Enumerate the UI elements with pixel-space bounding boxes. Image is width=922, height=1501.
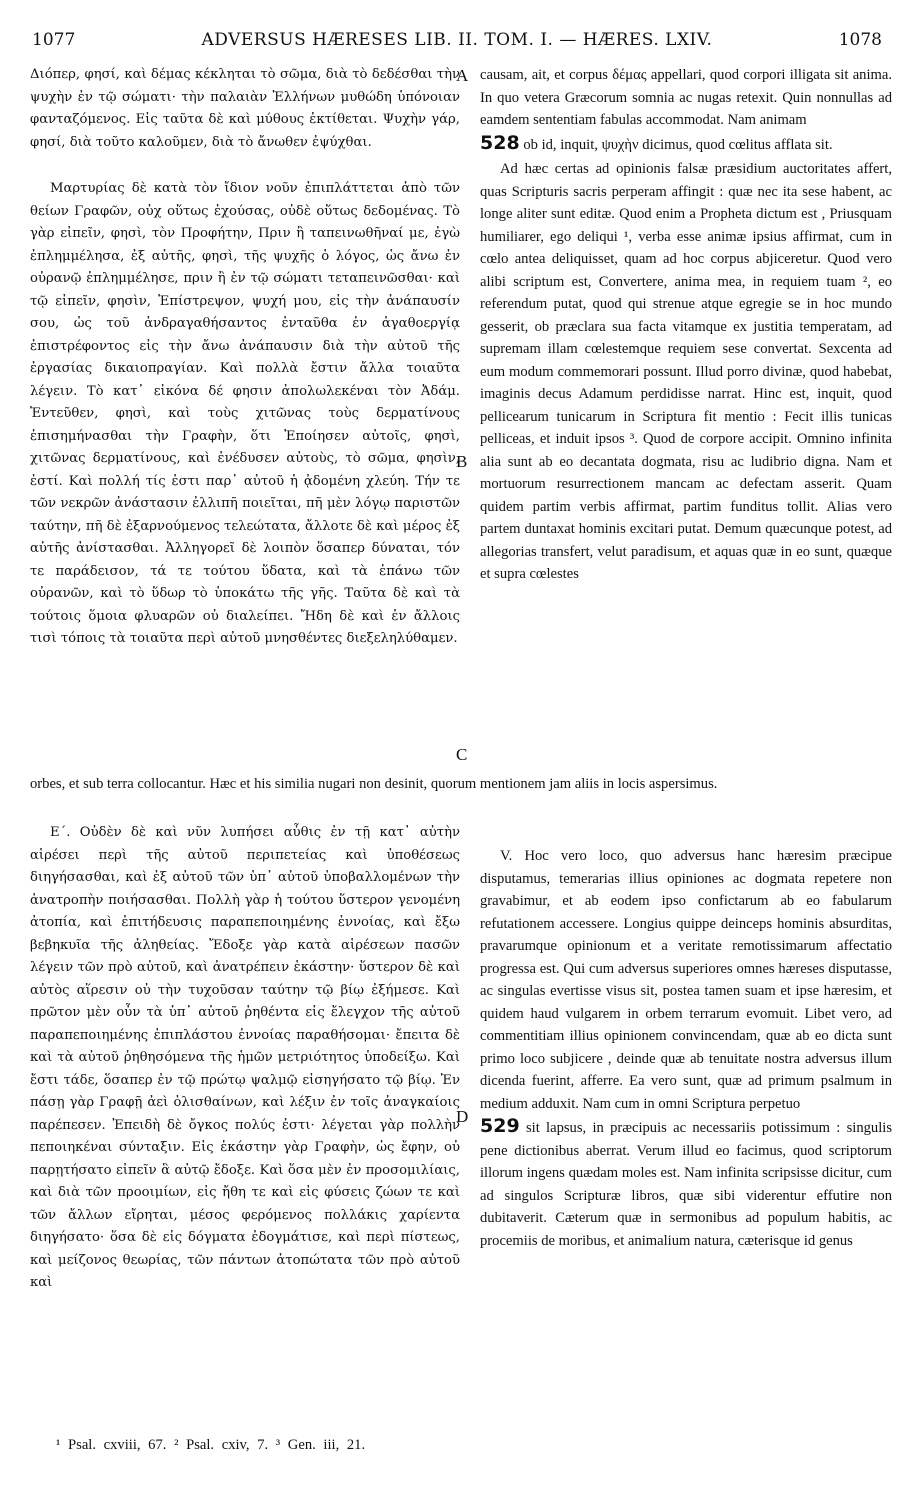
page-number-right: 1078: [838, 30, 882, 50]
greek-column-upper: [30, 64, 460, 651]
running-header: [32, 30, 882, 56]
greek-paragraph-2: Μαρτυρίας δὲ κατὰ τὸν ἴδιον νοῦν ἐπιπλάττεται ἀπὸ τῶν θείων Γραφῶν, οὐχ οὕτως ἐχούσας, οὐδὲ οὕτως δεδομένας. Τὸ γὰρ εἰπεῖν, φησὶ, τὸν Προφήτην, Πριν ἢ ταπεινωθῆναί με, ἐγὼ ἐπλημμέλησα, ἐξ αὐτῆς, φησὶ, τῆς ψυχῆς ὁ λόγος, ὡς ἄνω ἐν οὐρανῷ ἐπλημμέλησε, πριν ἢ ἐν τῷ σώματι τεταπεινῶσθαι· καὶ τῷ εἰπεῖν, φησὶν, Ἐπίστρεψον, ψυχή μου, εἰς τὴν ἀνάπαυσίν σου, ὡς τοῦ ἀνδραγαθήσαντος ἐνταῦθα ἐν ἀγαθοεργίᾳ ἐπιστρέφοντος εἰς τὴν ἄνω ἀνάπαυσιν διὰ τὴν αὐτοῦ τῆς ἐργασίας δικαιοπραγίαν. Καὶ πολλὰ ἔστιν ἄλλα τοιαῦτα λέγειν. Τὸ κατ᾽ εἰκόνα δέ φησιν ἀπολωλεκέναι τὸν Ἀδάμ. Ἐντεῦθεν, φησὶ, καὶ τοὺς χιτῶνας τοὺς δερματίνους ἐπισημήνασθαι τὴν Γραφὴν, ὅτι Ἐποίησεν αὐτοῖς, φησὶ, χιτῶνας δερματίνους, καὶ ἐνέδυσεν αὐτοὺς, τὸ σῶμα, φησὶν, ἐστί. Καὶ πολλή τίς ἐστι παρ᾽ αὐτοῦ ἡ ᾀδομένη χλεύη. Τήν τε τῶν νεκρῶν ἀνάστασιν ἐλλιπῆ ποιεῖται, πῆ μὲν λόγῳ παριστῶν ταύτην, πῆ δὲ ἐξαρνούμενος τελεώτατα, ἄλλοτε δὲ καὶ μέρος ἐξ αὐτῆς ἀνίστασθαι. Ἀλληγορεῖ δὲ λοιπὸν ὅσαπερ δύναται, τόν τε παράδεισον, τά τε τούτου ὕδατα, καὶ τὰ ἐπάνω τῶν οὐρανῶν, καὶ τὸ ὕδωρ τὸ ὑποκάτω τῆς γῆς. Ταῦτα δὲ καὶ τὰ τούτοις ὅμοια φλυαρῶν οὐ διαλείπει. Ἤδη δὲ καὶ ἐν ἄλλοις τισὶ τόποις τὰ τοιαῦτα περὶ αὐτοῦ μνησθέντες διεξεληλύθαμεν.: [30, 181, 460, 646]
greek-column-lower: [30, 822, 460, 1295]
latin-paragraph-2: Ad hæc certas ad opinionis falsæ præsidium auctoritates affert, quas Scripturis sacris perperam affingit : quæ nec ita sese habent, ac longe aliter sunt editæ. Quod enim a Propheta dictum est , Priusquam humiliarer, ego deliqui ¹, verba esse animæ ipsius affirmat, cum in cœlo antea deliquisset, quam ad hoc corpus abjiceretur. Quod vero alibi scriptum est, Convertere, anima mea, in requiem tuam ², eo referendum putat, quod qui strenue atque egregie se in hoc mundo gesserit, ob præclara sua facta vitamque ex justitia temperatam, ad supremam illam cœlestemque requiem sese convertat. Sexcenta ad eum modum commemorari possunt. Illud porro divinæ, quod habebat, imaginis decus Adamum perdidisse narrat. Hinc est, inquit, quod pellicearum tunicarum in Scriptura fit mentio : Fecit illis tunicas pelliceas, et induit ipsos ³. Quod de corpore accipit. Omnino infinita alia sunt ab eo decantata dogmata, risu ac ludibrio digna. Nam et mortuorum resurrectionem mancam ac defectam asserit. Quam quidem partim verbis affirmat, partim funditus tollit. Alias vero partem duntaxat hominis excitari putat. Demum quæcunque potest, ad allegorias transfert, velut paradisum, et aquas quæ in eo sunt, quæque et supra cœlestes: [480, 161, 892, 582]
latin-paragraph-3: V. Hoc vero loco, quo adversus hanc hæresim præcipue disputamus, temerarias illius opiniones ac dogmata repetere non gravabimur, et ab eodem ipso confictarum ab eo fabularum refutationem accessere. Longius quippe deinceps hominis absurditas, pravarumque opinionum et a veritate remotissimarum affectatio progressa est. Qui cum adversus superiores omnes hæreses disputasse, ac singulas evertisse visus sit, postea tamen suam et ipse hæresim, et quidem haud vulgarem in orbem terrarum evomuit. Libet vero, ad commentitiam illius opinionem convincendam, quæ ab eo dicta sunt primo loco subjicere , deinde quæ ab tenuitate nostra adversus illum dicenda fuerint, afferre. Ea vero sunt, quæ ad primum psalmum in medium adduxit. Nam cum in omni Scriptura perpetuo: [480, 848, 892, 1112]
latin-paragraph-1: causam, ait, et corpus δέμας appellari, quod corpori illigata sit anima. In quo vetera Græcorum somnia ac nugas retexit. Quin nonnullas ad eamdem sententiam fabulas accommodat. Nam animam: [480, 67, 892, 128]
latin-continuation: [30, 773, 892, 795]
running-title: ADVERSUS HÆRESES LIB. II. TOM. I. — HÆRES. LXIV.: [201, 30, 713, 50]
latin-column-lower: [480, 845, 892, 1252]
latin-paragraph-1b: ob id, inquit, ψυχὴν dicimus, quod cœlitus afflata sit.: [523, 136, 833, 153]
page-mark-529: 529: [480, 1115, 520, 1137]
latin-column-upper: [480, 64, 892, 586]
margin-letter-b: B: [456, 452, 468, 471]
page-number-left: 1077: [32, 30, 76, 50]
greek-paragraph-1: Διόπερ, φησί, καὶ δέμας κέκληται τὸ σῶμα, διὰ τὸ δεδέσθαι τὴν ψυχὴν ἐν τῷ σώματι· τὴν παλαιὰν Ἑλλήνων μυθώδη ὑπόνοιαν φανταζόμενος. Εἰς ταῦτα δὲ καὶ μύθους ἐκτίθεται. Ψυχὴν γάρ, φησί, διὰ τοῦτο καλοῦμεν, διὰ τὸ ἄνωθεν ἐψύχθαι.: [30, 67, 460, 150]
margin-letter-d: D: [456, 1107, 469, 1126]
greek-paragraph-3: Ε΄. Οὐδὲν δὲ καὶ νῦν λυπήσει αὖθις ἐν τῇ κατ᾽ αὐτὴν αἱρέσει περὶ τῆς αὐτοῦ περιπετείας καὶ ὑποθέσεως διηγήσασθαι, καὶ ἐξ αὐτοῦ τῶν ὑπ᾽ αὐτοῦ ὑποβαλλομένων τὴν ἀνατροπὴν ποιήσασθαι. Πολλὴ γὰρ ἡ τούτου ὕστερον γενομένη ἀτοπία, καὶ ἐπιτήδευσις παραπεποιημένης ἐννοίας, καὶ ἔξω βεβηκυῖα τῆς ἀληθείας. Ἔδοξε γὰρ κατὰ αἱρέσεων πασῶν λέγειν τῶν πρὸ αὐτοῦ, καὶ ἀνατρέπειν ἑκάστην· ὕστερον δὲ καὶ αὐτὸς αἵρεσιν οὐ τὴν τυχοῦσαν ταύτην τῷ βίῳ ἐξήμεσε. Καὶ πρῶτον μὲν οὖν τὰ ὑπ᾽ αὐτοῦ ῥηθέντα εἰς ἔλεγχον τῆς αὐτοῦ παραπεποιημένης ἐπιπλάστου ἐννοίας παραθήσομαι· ἔπειτα δὲ καὶ τὰ αὐτοῦ ῥηθησόμενα τῆς ἡμῶν μετριότητος ὑποδείξω. Καὶ ἔστι τάδε, ὅσαπερ ἐν τῷ πρώτῳ ψαλμῷ εἰσηγήσατο τῷ βίῳ. Ἐν πάσῃ γὰρ Γραφῇ ἀεὶ ὀλισθαίνων, καὶ λέξιν ἐν τοῖς ἀναγκαίοις παρέπεσεν. Ἐπειδὴ δὲ ὄγκος πολύς ἐστι· λέγεται γὰρ πολλὴν πεποιηκέναι σύνταξιν. Εἰς ἑκάστην γὰρ Γραφὴν, ὡς ἔφην, οὐ παρῃτήσατο εἰπεῖν ἃ αὐτῷ ἔδοξε. Καὶ ὅσα μὲν ἐν προσομιλίαις, καὶ διὰ τῶν προοιμίων, εἰς ἤθη τε καὶ εἰς φύσεις ζώων τε καὶ τῶν ἄλλων εἴρηται, μέσος φερόμενος πολλάκις χαρίεντα διηγήσατο· ὅσα δὲ εἰς δόγματα ἐδογμάτισε, καὶ περὶ πίστεως, καὶ μείζονος θεωρίας, τῶν πάντων ἀτοπώτατα τῶν πρὸ αὐτοῦ καὶ: [30, 825, 460, 1290]
latin-continuation-text: orbes, et sub terra collocantur. Hæc et his similia nugari non desinit, quorum mentionem jam aliis in locis aspersimus.: [30, 776, 718, 792]
latin-paragraph-3b: sit lapsus, in præcipuis ac necessariis potissimum : singulis pene dictionibus aberrat. Verum illud eo facimus, quod scriptorum illorum ingens quædam moles est. Nam infinita scripsisse dicitur, cum ad singulos Scripturæ libros, quæ sibi viderentur effutire non dubitaverit. Cæterum quæ in sermonibus ad populum habitis, ac procemiis de moribus, et animalium natura, cæterisque id genus: [480, 1120, 893, 1249]
page-mark-528: 528: [480, 131, 520, 154]
margin-letter-a: A: [456, 66, 469, 85]
margin-letter-c: C: [456, 745, 468, 764]
footnotes: ¹ Psal. cxviii, 67. ² Psal. cxiv, 7. ³ Gen. iii, 21.: [56, 1437, 366, 1453]
